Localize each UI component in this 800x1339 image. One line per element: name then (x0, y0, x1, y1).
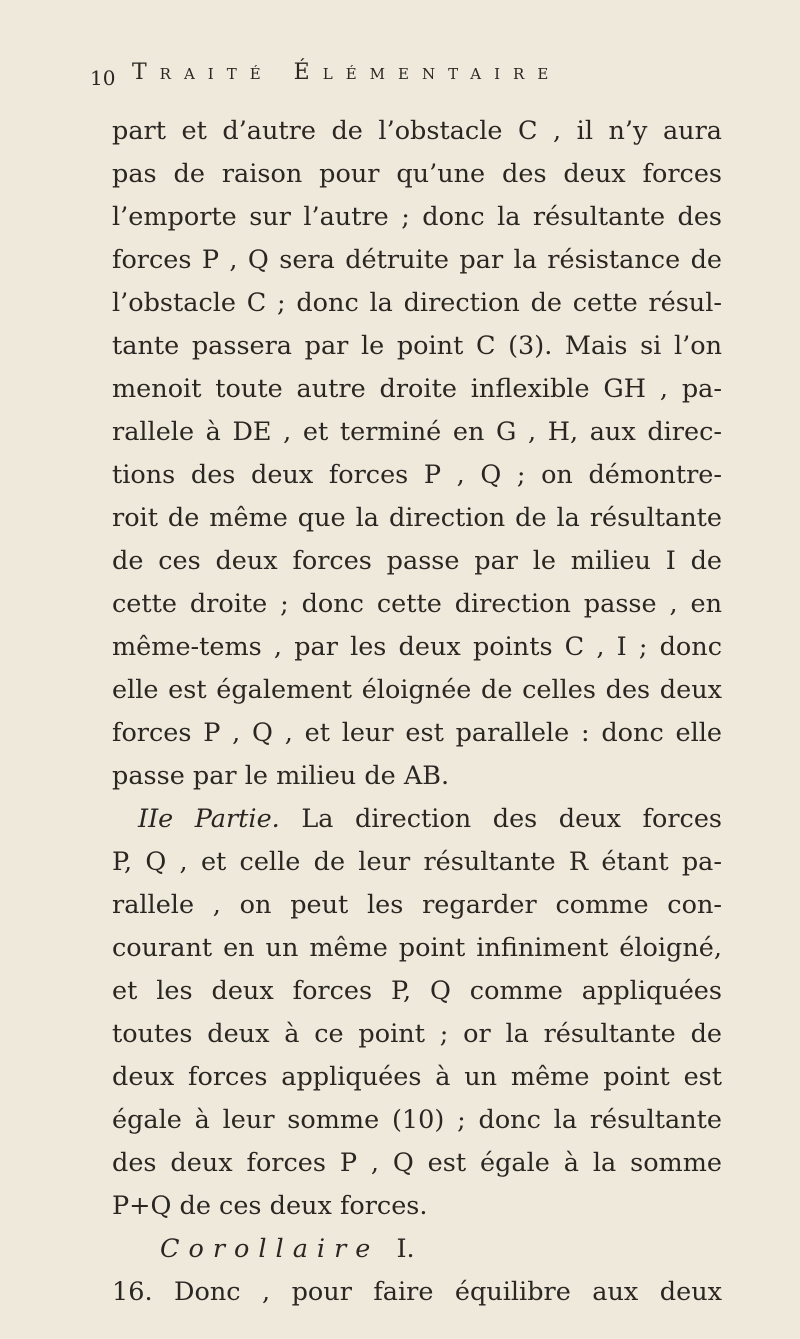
text-line: l’obstacle C ; donc la direction de cette résul- (112, 288, 722, 318)
text-line: de ces deux forces passe par le milieu I de (112, 546, 722, 576)
text-line: toutes deux à ce point ; or la résultante de (112, 1019, 722, 1049)
text-line: rallele , on peut les regarder comme con- (112, 890, 722, 920)
text-line: part et d’autre de l’obstacle C , il n’y aura (112, 116, 722, 146)
text-line: forces P , Q sera détruite par la résistance de (112, 245, 722, 275)
corollary-title: Corollaire (160, 1234, 380, 1264)
text-line: tions des deux forces P , Q ; on démontre- (112, 460, 722, 490)
text-line: courant en un même point infiniment éloigné, (112, 933, 722, 963)
page-number: 10 (90, 66, 116, 90)
text-line: et les deux forces P, Q comme appliquées (112, 976, 722, 1006)
text-line: pas de raison pour qu’une des deux forces (112, 159, 722, 189)
text-line: cette droite ; donc cette direction passe , en (112, 589, 722, 619)
part-heading-line (112, 798, 722, 841)
text-line: rallele à DE , et terminé en G , H, aux direc- (112, 417, 722, 447)
text-line: égale à leur somme (10) ; donc la résultante (112, 1105, 722, 1135)
corollary-heading (112, 1228, 722, 1271)
text-line: tante passera par le point C (3). Mais si l’on (112, 331, 722, 361)
text-line: 16. Donc , pour faire équilibre aux deux (112, 1277, 722, 1307)
text-line: menoit toute autre droite inflexible GH , pa- (112, 374, 722, 404)
running-title: Traité Élémentaire (132, 60, 562, 85)
text-line: l’emporte sur l’autre ; donc la résultante des (112, 202, 722, 232)
text-line: des deux forces P , Q est égale à la somme (112, 1148, 722, 1178)
part-first-line: La direction des deux forces (301, 804, 722, 834)
text-line: P, Q , et celle de leur résultante R étant pa- (112, 847, 722, 877)
corollary-number: I. (396, 1234, 415, 1264)
text-line: roit de même que la direction de la résultante (112, 503, 722, 533)
text-line: P+Q de ces deux forces. (112, 1191, 428, 1221)
running-head (90, 60, 710, 100)
text-block (112, 110, 722, 1314)
text-line: passe par le milieu de AB. (112, 761, 450, 791)
part-label: IIe Partie. (138, 804, 280, 834)
text-line: deux forces appliquées à un même point est (112, 1062, 722, 1092)
text-line: forces P , Q , et leur est parallele : donc elle (112, 718, 722, 748)
text-line: même-tems , par les deux points C , I ; donc (112, 632, 722, 662)
text-line: elle est également éloignée de celles des deux (112, 675, 722, 705)
